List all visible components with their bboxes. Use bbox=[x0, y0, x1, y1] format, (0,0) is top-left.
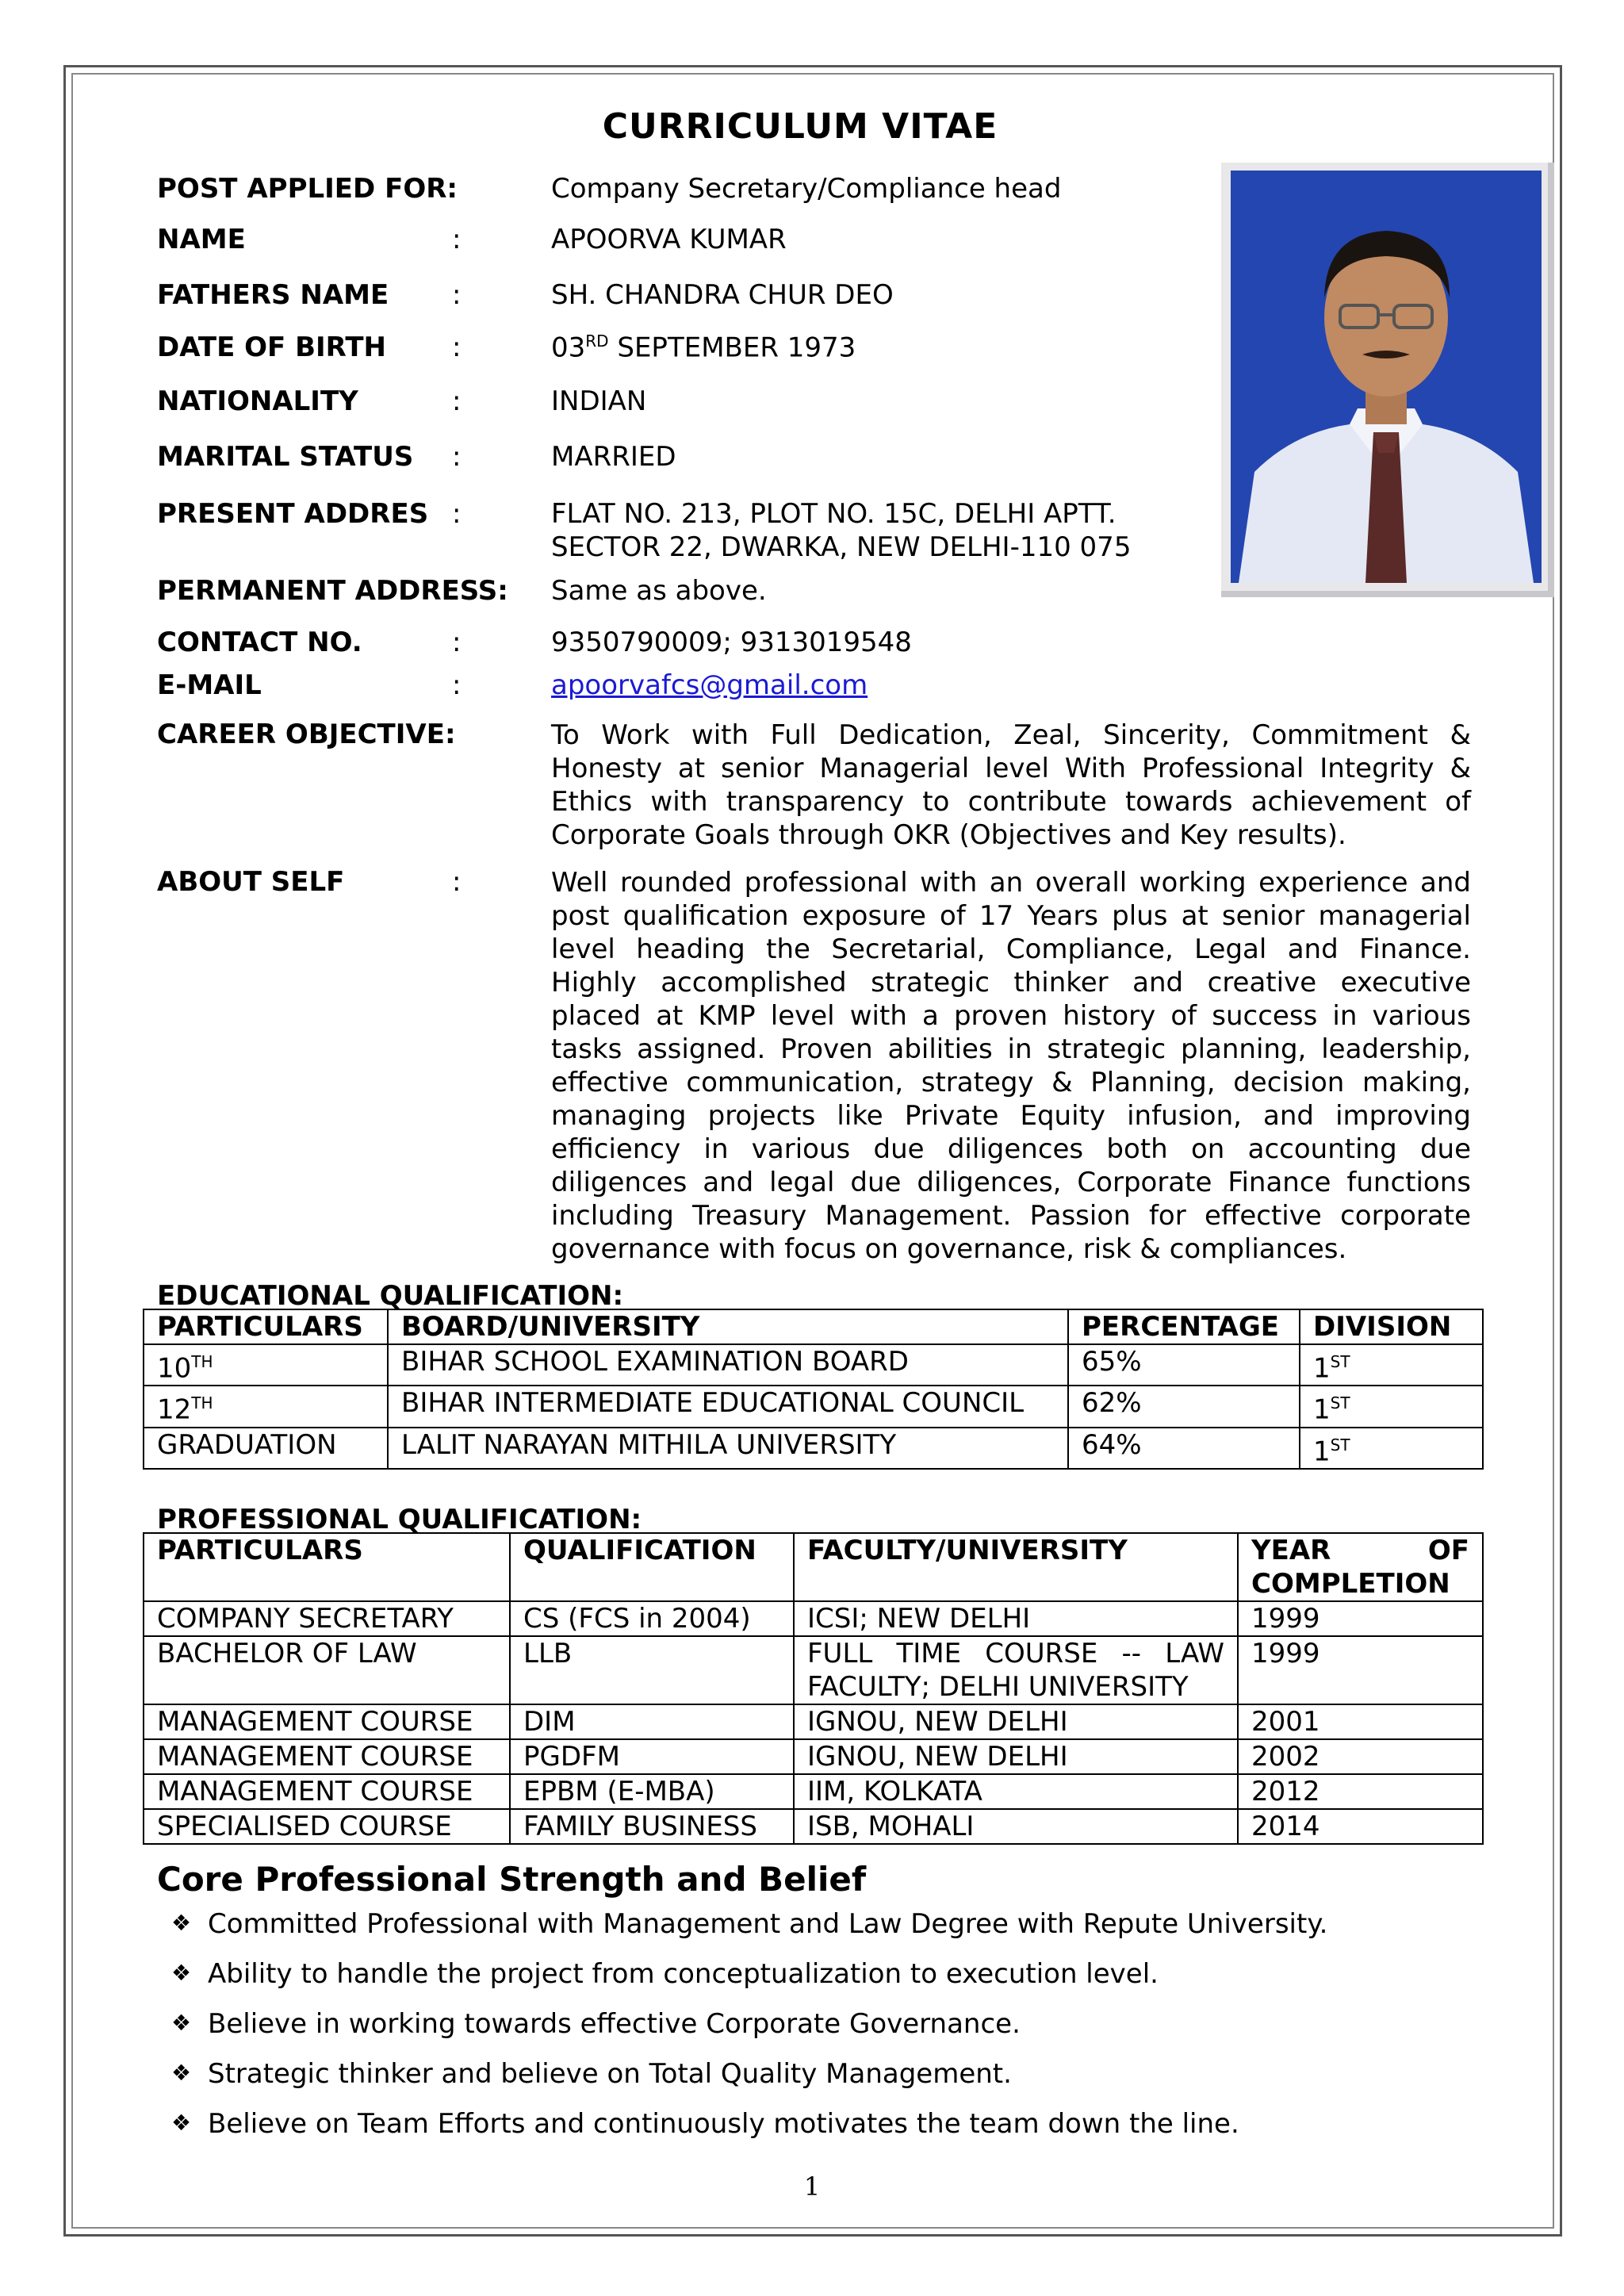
header-cell: BOARD/UNIVERSITY bbox=[388, 1309, 1068, 1344]
table-row bbox=[144, 1704, 1483, 1739]
fathers-name-colon: : bbox=[452, 279, 462, 311]
table-cell: CS (FCS in 2004) bbox=[510, 1601, 794, 1636]
profile-photo bbox=[1221, 163, 1554, 597]
table-cell: BACHELOR OF LAW bbox=[144, 1636, 510, 1704]
table-cell: 1ST bbox=[1300, 1428, 1483, 1469]
present-address-label: PRESENT ADDRES bbox=[157, 498, 429, 530]
table-cell: MANAGEMENT COURSE bbox=[144, 1704, 510, 1739]
table-cell: ISB, MOHALI bbox=[794, 1809, 1238, 1844]
fathers-name-label: FATHERS NAME bbox=[157, 279, 389, 311]
table-header-row bbox=[144, 1309, 1483, 1344]
marital-value: MARRIED bbox=[551, 441, 676, 473]
table-row bbox=[144, 1344, 1483, 1386]
name-colon: : bbox=[452, 224, 462, 255]
portrait-illustration bbox=[1231, 171, 1542, 583]
table-cell: ICSI; NEW DELHI bbox=[794, 1601, 1238, 1636]
professional-heading: PROFESSIONAL QUALIFICATION: bbox=[157, 1504, 642, 1535]
table-row bbox=[144, 1739, 1483, 1774]
table-cell: MANAGEMENT COURSE bbox=[144, 1774, 510, 1809]
table-row bbox=[144, 1428, 1483, 1469]
table-cell: DIM bbox=[510, 1704, 794, 1739]
header-cell: PARTICULARS bbox=[144, 1309, 388, 1344]
table-cell: 1ST bbox=[1300, 1386, 1483, 1427]
post-value: Company Secretary/Compliance head bbox=[551, 173, 1062, 205]
table-header-row bbox=[144, 1533, 1483, 1601]
table-cell: BIHAR SCHOOL EXAMINATION BOARD bbox=[388, 1344, 1068, 1386]
table-row bbox=[144, 1636, 1483, 1704]
table-cell: PGDFM bbox=[510, 1739, 794, 1774]
contact-label: CONTACT NO. bbox=[157, 627, 362, 658]
career-objective-label: CAREER OBJECTIVE: bbox=[157, 719, 456, 750]
dob-colon: : bbox=[452, 332, 462, 363]
email-colon: : bbox=[452, 669, 462, 701]
table-cell: 1999 bbox=[1238, 1636, 1483, 1704]
table-cell: COMPANY SECRETARY bbox=[144, 1601, 510, 1636]
bullet-icon: ❖ bbox=[171, 2110, 192, 2136]
email-label: E-MAIL bbox=[157, 669, 262, 701]
nationality-colon: : bbox=[452, 385, 462, 417]
table-cell: BIHAR INTERMEDIATE EDUCATIONAL COUNCIL bbox=[388, 1386, 1068, 1427]
dob-value: 03RD SEPTEMBER 1973 bbox=[551, 332, 856, 364]
present-address-line1: FLAT NO. 213, PLOT NO. 15C, DELHI APTT. bbox=[551, 498, 1116, 530]
table-cell: IGNOU, NEW DELHI bbox=[794, 1739, 1238, 1774]
table-cell: EPBM (E-MBA) bbox=[510, 1774, 794, 1809]
table-cell: FAMILY BUSINESS bbox=[510, 1809, 794, 1844]
bullet-icon: ❖ bbox=[171, 1910, 192, 1936]
table-cell: 2001 bbox=[1238, 1704, 1483, 1739]
permanent-address-value: Same as above. bbox=[551, 575, 767, 607]
document-title: CURRICULUM VITAE bbox=[602, 106, 998, 147]
table-cell: LALIT NARAYAN MITHILA UNIVERSITY bbox=[388, 1428, 1068, 1469]
header-cell: YEAR OF COMPLETION bbox=[1238, 1533, 1483, 1601]
header-cell: PARTICULARS bbox=[144, 1533, 510, 1601]
email-link[interactable]: apoorvafcs@gmail.com bbox=[551, 669, 868, 701]
table-cell: IGNOU, NEW DELHI bbox=[794, 1704, 1238, 1739]
table-cell: 12TH bbox=[144, 1386, 388, 1427]
table-cell: FULL TIME COURSE -- LAW FACULTY; DELHI UNIVERSITY bbox=[794, 1636, 1238, 1704]
nationality-value: INDIAN bbox=[551, 385, 647, 417]
permanent-address-label: PERMANENT ADDRESS: bbox=[157, 575, 508, 607]
table-cell: GRADUATION bbox=[144, 1428, 388, 1469]
page-number: 1 bbox=[803, 2171, 821, 2202]
table-cell: 2014 bbox=[1238, 1809, 1483, 1844]
table-cell: LLB bbox=[510, 1636, 794, 1704]
name-value: APOORVA KUMAR bbox=[551, 224, 787, 255]
table-cell: 65% bbox=[1068, 1344, 1300, 1386]
header-cell: PERCENTAGE bbox=[1068, 1309, 1300, 1344]
table-cell: IIM, KOLKATA bbox=[794, 1774, 1238, 1809]
education-table bbox=[143, 1309, 1484, 1470]
list-item: ❖ Ability to handle the project from conceptualization to execution level. bbox=[171, 1958, 1159, 1990]
table-cell: 1999 bbox=[1238, 1601, 1483, 1636]
table-cell: 1ST bbox=[1300, 1344, 1483, 1386]
header-cell: FACULTY/UNIVERSITY bbox=[794, 1533, 1238, 1601]
career-objective-text: To Work with Full Dedication, Zeal, Sincerity, Commitment & Honesty at senior Managerial level With Professional Integrity & Ethics with transparency to contribute towards achievement of Corporate Goals through OKR (Objectives and Key results). bbox=[551, 719, 1471, 851]
table-cell: 64% bbox=[1068, 1428, 1300, 1469]
education-heading: EDUCATIONAL QUALIFICATION: bbox=[157, 1280, 624, 1312]
professional-table bbox=[143, 1532, 1484, 1845]
table-row bbox=[144, 1774, 1483, 1809]
marital-colon: : bbox=[452, 441, 462, 473]
present-address-colon: : bbox=[452, 498, 462, 530]
about-self-label: ABOUT SELF bbox=[157, 866, 345, 898]
core-heading: Core Professional Strength and Belief bbox=[157, 1860, 867, 1899]
table-row bbox=[144, 1809, 1483, 1844]
bullet-icon: ❖ bbox=[171, 2010, 192, 2036]
about-self-colon: : bbox=[452, 866, 462, 898]
list-item: ❖ Believe on Team Efforts and continuously motivates the team down the line. bbox=[171, 2108, 1239, 2140]
table-cell: 2012 bbox=[1238, 1774, 1483, 1809]
header-cell: QUALIFICATION bbox=[510, 1533, 794, 1601]
name-label: NAME bbox=[157, 224, 246, 255]
list-item: ❖ Believe in working towards effective Corporate Governance. bbox=[171, 2008, 1021, 2040]
about-self-text: Well rounded professional with an overall working experience and post qualification exposure of 17 Years plus at senior managerial level heading the Secretarial, Compliance, Legal and Finance. Highly accomplished strategic thinker and creative executive placed at KMP level with a proven history of success in various tasks assigned. Proven abilities in strategic planning, leadership, effective communication, strategy & Planning, decision making, managing projects like Private Equity infusion, and improving efficiency in various due diligences both on accounting due diligences and legal due diligences, Corporate Finance functions including Treasury Management. Passion for effective corporate governance with focus on governance, risk & compliances. bbox=[551, 867, 1471, 1265]
table-row bbox=[144, 1601, 1483, 1636]
marital-label: MARITAL STATUS bbox=[157, 441, 414, 473]
fathers-name-value: SH. CHANDRA CHUR DEO bbox=[551, 279, 894, 311]
table-cell: MANAGEMENT COURSE bbox=[144, 1739, 510, 1774]
header-cell: DIVISION bbox=[1300, 1309, 1483, 1344]
list-item: ❖ Strategic thinker and believe on Total Quality Management. bbox=[171, 2058, 1012, 2090]
table-cell: 62% bbox=[1068, 1386, 1300, 1427]
table-cell: SPECIALISED COURSE bbox=[144, 1809, 510, 1844]
bullet-icon: ❖ bbox=[171, 2060, 192, 2086]
table-cell: 2002 bbox=[1238, 1739, 1483, 1774]
list-item: ❖ Committed Professional with Management and Law Degree with Repute University. bbox=[171, 1908, 1328, 1940]
bullet-icon: ❖ bbox=[171, 1960, 192, 1986]
table-row bbox=[144, 1386, 1483, 1427]
contact-colon: : bbox=[452, 627, 462, 658]
table-cell: 10TH bbox=[144, 1344, 388, 1386]
nationality-label: NATIONALITY bbox=[157, 385, 358, 417]
dob-label: DATE OF BIRTH bbox=[157, 332, 386, 363]
post-label: POST APPLIED FOR: bbox=[157, 173, 458, 205]
present-address-line2: SECTOR 22, DWARKA, NEW DELHI-110 075 bbox=[551, 531, 1132, 563]
contact-value: 9350790009; 9313019548 bbox=[551, 627, 912, 658]
